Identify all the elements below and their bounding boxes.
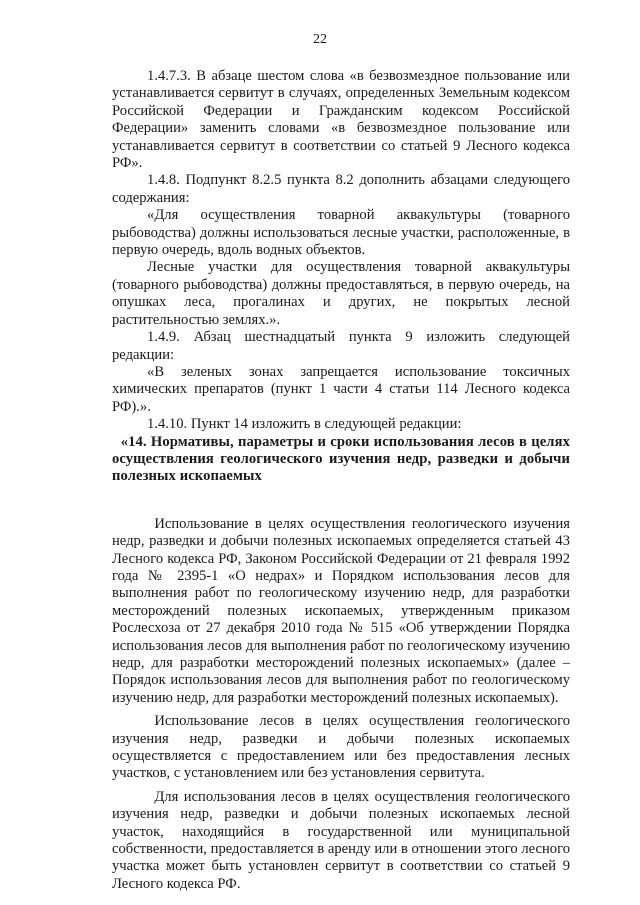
paragraph-aquaculture-1: «Для осуществления товарной аквакультуры (товарного рыбоводства) должны использоваться лесные участки, расположенные, в первую очередь, вдоль водных объектов.: [112, 207, 570, 259]
paragraph-1-4-8: 1.4.8. Подпункт 8.2.5 пункта 8.2 дополнить абзацами следующего содержания:: [112, 172, 570, 206]
paragraph-1-4-9: 1.4.9. Абзац шестнадцатый пункта 9 изложить следующей редакции:: [112, 329, 570, 363]
page-number: 22: [313, 32, 327, 47]
paragraph-aquaculture-2: Лесные участки для осуществления товарной аквакультуры (товарного рыбоводства) должны предоставляться, в первую очередь, на опушках леса, прогалинах и других, не покрытых лесной растительностью землях.».: [112, 259, 570, 328]
paragraph-geology-1: Использование в целях осуществления геологического изучения недр, разведки и добычи полезных ископаемых определяется статьей 43 Лесного кодекса РФ, Законом Российской Федерации от 21 февраля 1992 года № 2395-1 «О недрах» и Порядком использования лесов для выполнения работ по геологическому изучению недр, для разработки месторождений полезных ископаемых, утвержденным приказом Рослесхоза от 27 декабря 2010 года № 515 «Об утверждении Порядка использования лесов для выполнения работ по геологическому изучению недр, для разработки месторождений полезных ископаемых» (далее – Порядок использования лесов для выполнения работ по геологическому изучению недр, для разработки месторождений полезных ископаемых).: [112, 515, 570, 706]
paragraph-1-4-7-3: 1.4.7.3. В абзаце шестом слова «в безвозмездное пользование или устанавливается сервитут в случаях, определенных Земельным кодексом Российской Федерации и Гражданским кодексом Российской Федерации» заменить словами «в безвозмездное пользование или устанавливается сервитут в соответствии со статьей 9 Лесного кодекса РФ».: [112, 68, 570, 172]
paragraph-geology-2: Использование лесов в целях осуществления геологического изучения недр, разведки и добычи полезных ископаемых осуществляется с предоставлением или без предоставления лесных участков, с установлением или без установления сервитута.: [112, 713, 570, 782]
paragraph-1-4-10: 1.4.10. Пункт 14 изложить в следующей редакции:: [147, 416, 462, 433]
document-body: [112, 68, 570, 893]
spacer: [112, 486, 570, 516]
paragraph-geology-3: Для использования лесов в целях осуществления геологического изучения недр, разведки и добычи полезных ископаемых лесной участок, находящийся в государственной или муниципальной собственности, предоставляется в аренду или в отношении этого лесного участка может быть установлен сервитут в соответствии со статьей 9 Лесного кодекса РФ.: [112, 788, 570, 892]
section-14-heading: «14. Нормативы, параметры и сроки использования лесов в целях осуществления геологического изучения недр, разведки и добычи полезных ископаемых: [112, 433, 570, 485]
paragraph-green-zones: «В зеленых зонах запрещается использование токсичных химических препаратов (пункт 1 части 4 статьи 114 Лесного кодекса РФ).».: [112, 363, 570, 415]
